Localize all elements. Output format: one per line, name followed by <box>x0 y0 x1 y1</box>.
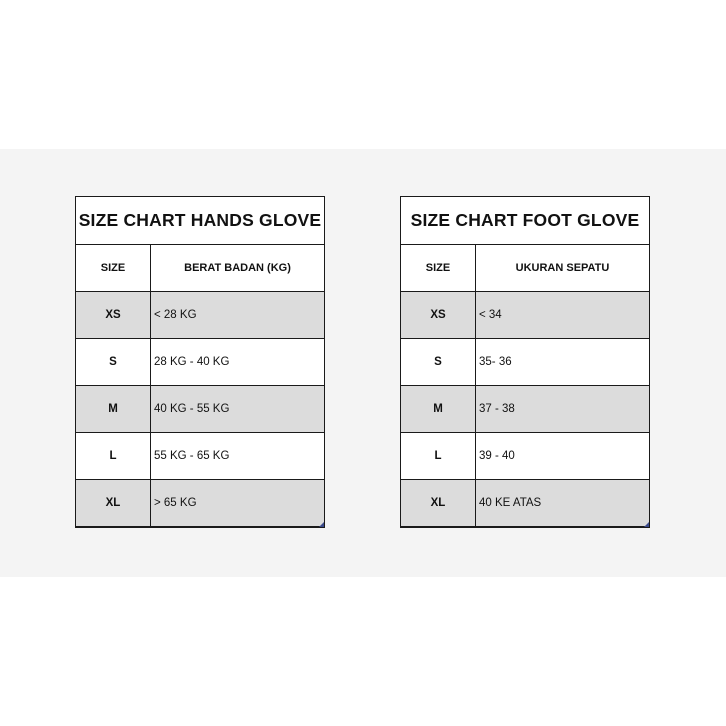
header-size: SIZE <box>76 245 151 291</box>
size-cell: XL <box>401 480 476 526</box>
value-cell: 55 KG - 65 KG <box>154 450 230 462</box>
value-cell: < 34 <box>479 309 502 321</box>
size-cell: M <box>401 386 476 432</box>
value-cell: < 28 KG <box>154 309 197 321</box>
table-row <box>76 339 324 386</box>
table-row <box>401 292 649 339</box>
hands-glove-size-table <box>75 196 325 528</box>
foot-glove-size-table <box>400 196 650 528</box>
table-row <box>76 386 324 433</box>
table-row <box>76 480 324 527</box>
value-cell: > 65 KG <box>154 497 197 509</box>
size-cell: XS <box>401 292 476 338</box>
value-cell: 40 KE ATAS <box>479 497 542 509</box>
table-row <box>401 386 649 433</box>
size-cell: XL <box>76 480 151 526</box>
table-header-row <box>401 245 649 292</box>
size-cell: L <box>76 433 151 479</box>
header-weight: BERAT BADAN (KG) <box>184 262 291 274</box>
table-header-row <box>76 245 324 292</box>
table-row <box>76 292 324 339</box>
size-cell: XS <box>76 292 151 338</box>
value-cell: 28 KG - 40 KG <box>154 356 230 368</box>
value-cell: 35- 36 <box>479 356 512 368</box>
table-row <box>401 433 649 480</box>
value-cell: 40 KG - 55 KG <box>154 403 230 415</box>
corner-resize-mark <box>644 522 649 527</box>
header-shoe-size: UKURAN SEPATU <box>515 262 610 274</box>
table-row <box>76 433 324 480</box>
value-cell: 37 - 38 <box>479 403 515 415</box>
size-cell: L <box>401 433 476 479</box>
size-cell: M <box>76 386 151 432</box>
size-cell: S <box>76 339 151 385</box>
corner-resize-mark <box>319 522 324 527</box>
value-cell: 39 - 40 <box>479 450 515 462</box>
table-row <box>401 480 649 527</box>
table-row <box>401 339 649 386</box>
foot-glove-title: SIZE CHART FOOT GLOVE <box>401 197 649 245</box>
hands-glove-title: SIZE CHART HANDS GLOVE <box>76 197 324 245</box>
header-size: SIZE <box>401 245 476 291</box>
size-cell: S <box>401 339 476 385</box>
